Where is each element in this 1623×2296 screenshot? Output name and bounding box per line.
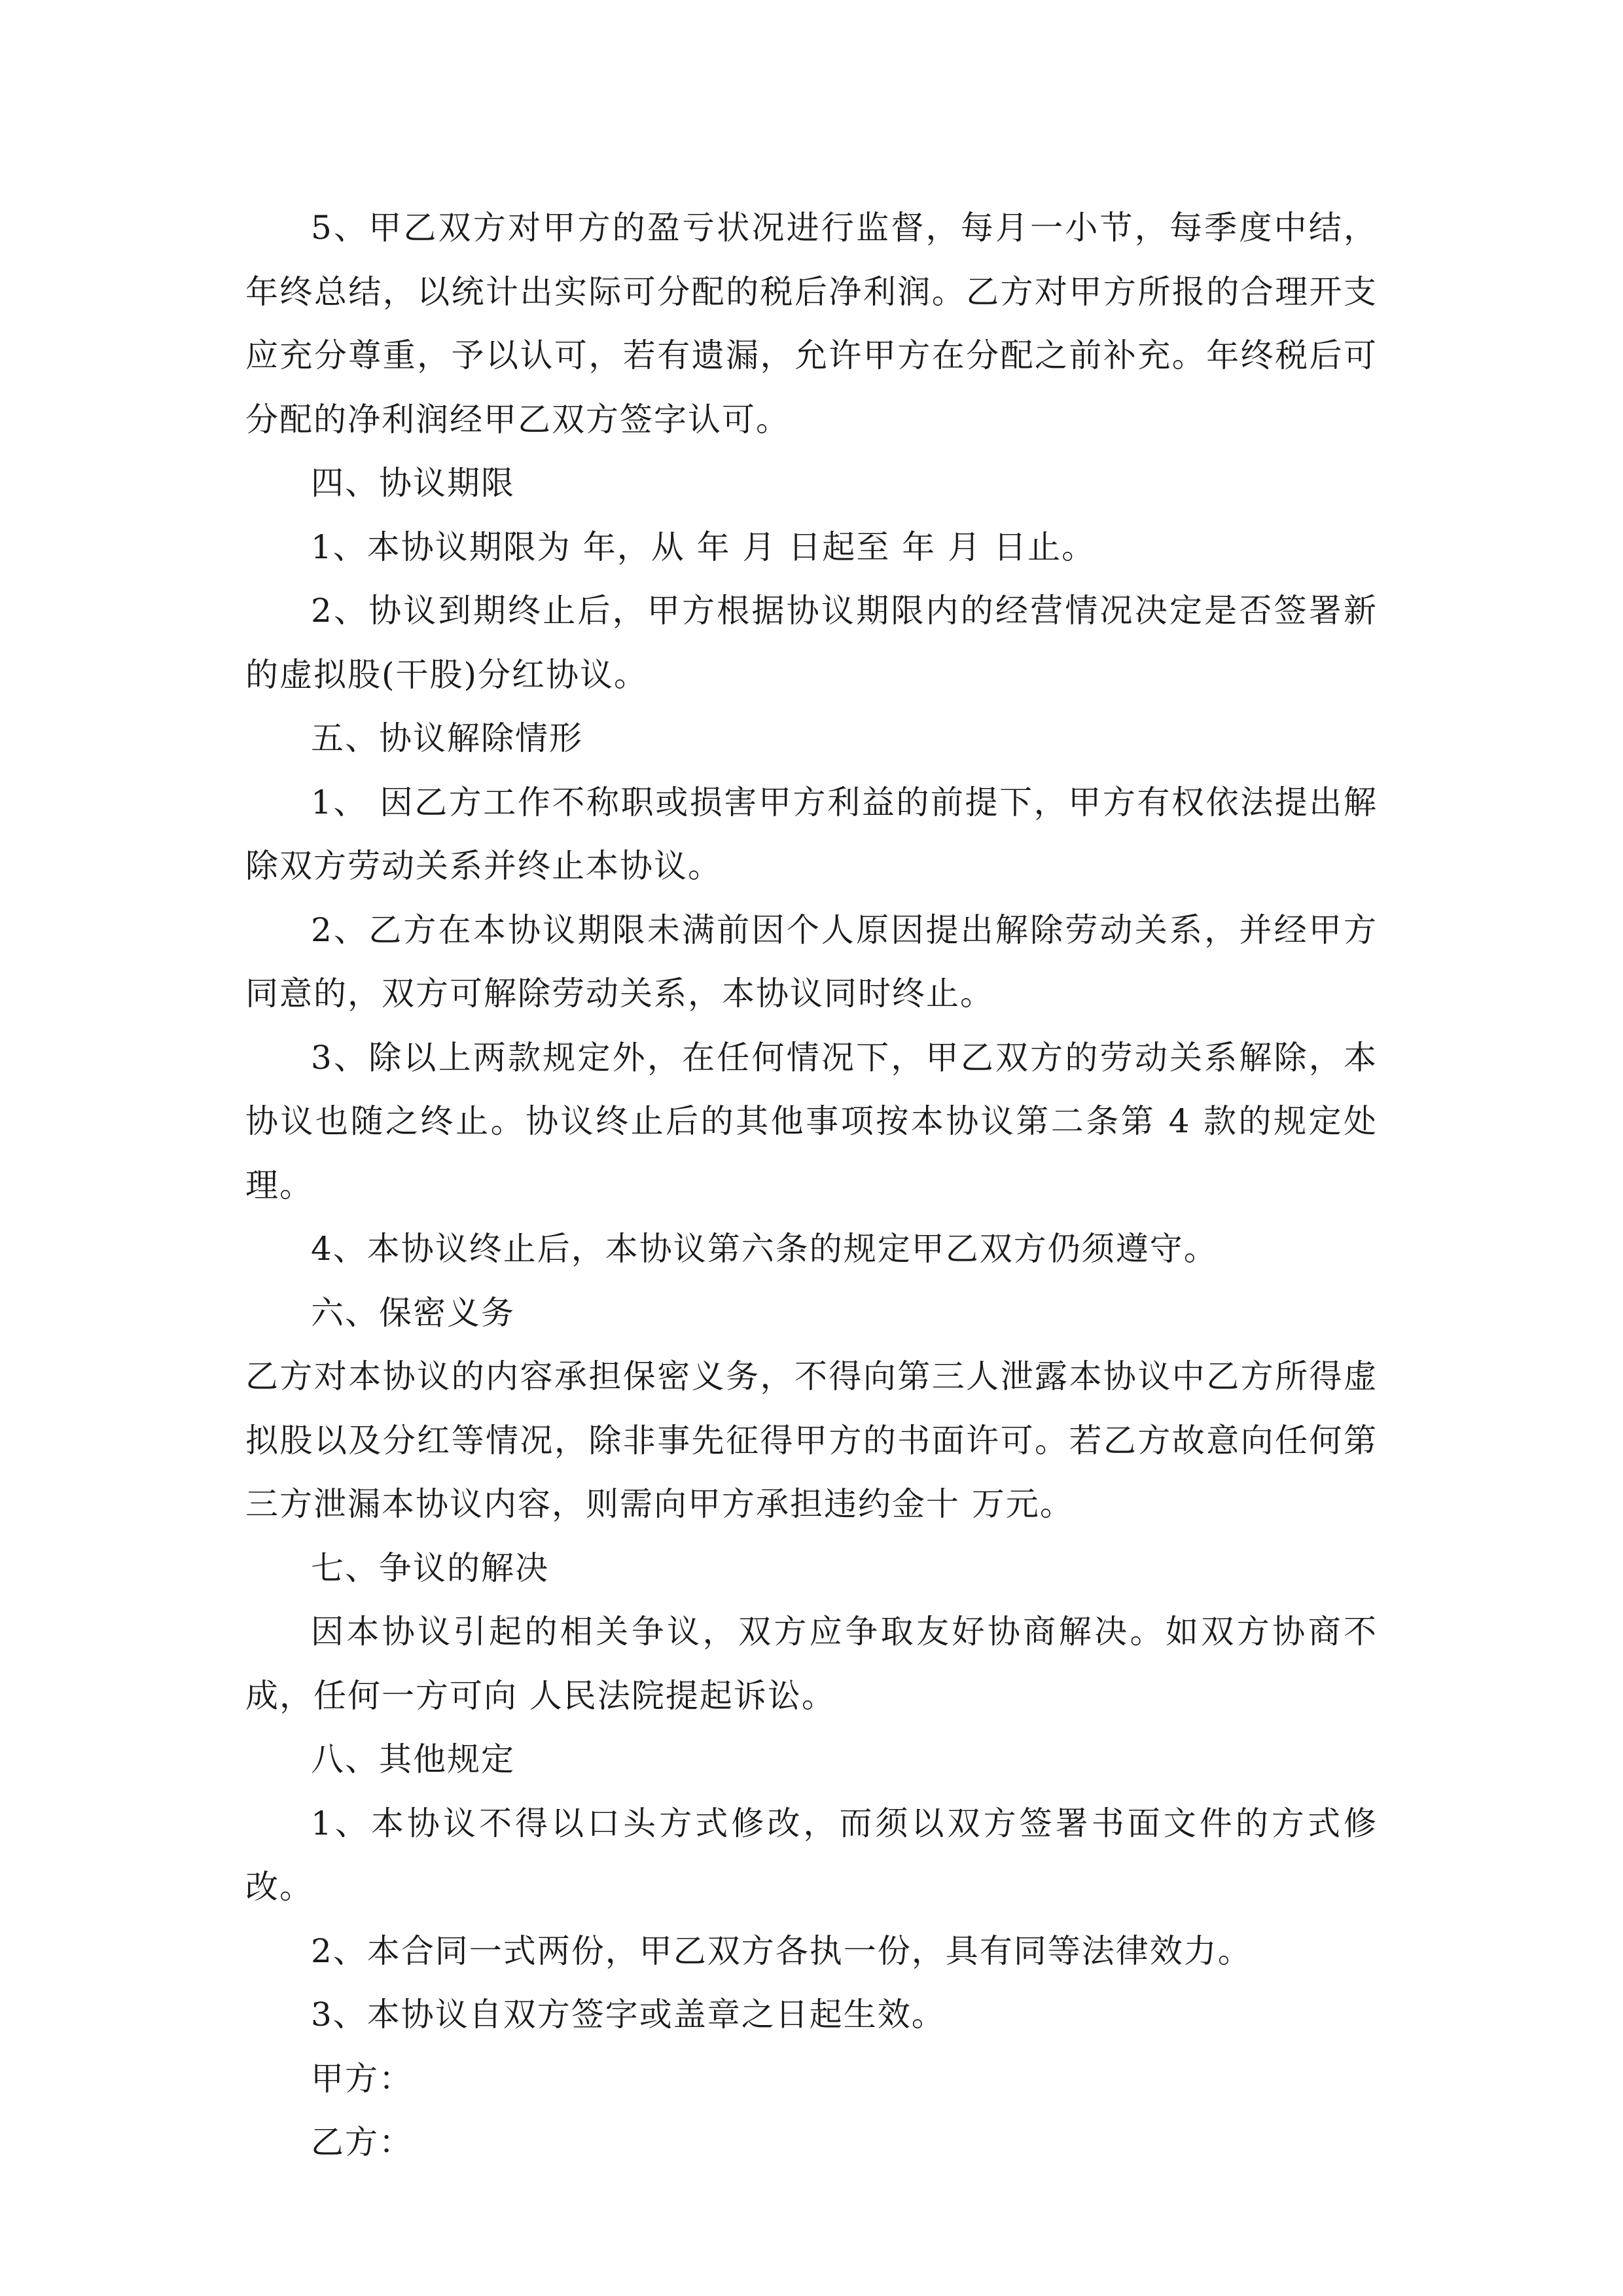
heading-agreement-term: 四、协议期限: [311, 464, 515, 502]
paragraph-dispute-resolution: 因本协议引起的相关争议，双方应争取友好协商解决。如双方协商不成，任何一方可向 人民法院提起诉讼。: [245, 1613, 1378, 1715]
paragraph-termination-4: 4、本协议终止后，本协议第六条的规定甲乙双方仍须遵守。: [311, 1230, 1218, 1268]
paragraph-confidentiality: 乙方对本协议的内容承担保密义务，不得向第三人泄露本协议中乙方所得虚拟股以及分红等情况，除非事先征得甲方的书面许可。若乙方故意向任何第三方泄漏本协议内容，则需向甲方承担违约金十 万元。: [245, 1357, 1378, 1523]
paragraph-other-1: 1、本协议不得以口头方式修改，而须以双方签署书面文件的方式修改。: [245, 1804, 1378, 1906]
heading-dispute-resolution: 七、争议的解决: [311, 1549, 549, 1587]
paragraph-other-2: 2、本合同一式两份，甲乙双方各执一份，具有同等法律效力。: [311, 1931, 1252, 1970]
paragraph-termination-3: 3、除以上两款规定外，在任何情况下，甲乙双方的劳动关系解除，本协议也随之终止。协议终止后的其他事项按本协议第二条第 4 款的规定处理。: [245, 1038, 1378, 1204]
heading-termination: 五、协议解除情形: [311, 719, 583, 757]
paragraph-termination-1: 1、 因乙方工作不称职或损害甲方利益的前提下，甲方有权依法提出解除双方劳动关系并终止本协议。: [245, 783, 1378, 885]
signature-party-a: 甲方：: [311, 2059, 413, 2098]
paragraph-term-duration: 1、本协议期限为 年，从 年 月 日起至 年 月 日止。: [311, 528, 1096, 566]
paragraph-termination-2: 2、乙方在本协议期限未满前因个人原因提出解除劳动关系，并经甲方同意的，双方可解除劳动关系，本协议同时终止。: [245, 910, 1378, 1013]
paragraph-other-3: 3、本协议自双方签字或盖章之日起生效。: [311, 1996, 946, 2034]
paragraph-term-renewal: 2、协议到期终止后，甲方根据协议期限内的经营情况决定是否签署新的虚拟股(干股)分红协议。: [245, 592, 1378, 694]
document-body: [245, 196, 1378, 2175]
heading-confidentiality: 六、保密义务: [311, 1293, 515, 1332]
paragraph-profit-supervision: 5、甲乙双方对甲方的盈亏状况进行监督，每月一小节，每季度中结，年终总结，以统计出实际可分配的税后净利润。乙方对甲方所报的合理开支应充分尊重，予以认可，若有遗漏，允许甲方在分配之前补充。年终税后可分配的净利润经甲乙双方签字认可。: [245, 209, 1378, 439]
heading-other-provisions: 八、其他规定: [311, 1740, 515, 1778]
signature-party-b: 乙方：: [311, 2123, 413, 2161]
